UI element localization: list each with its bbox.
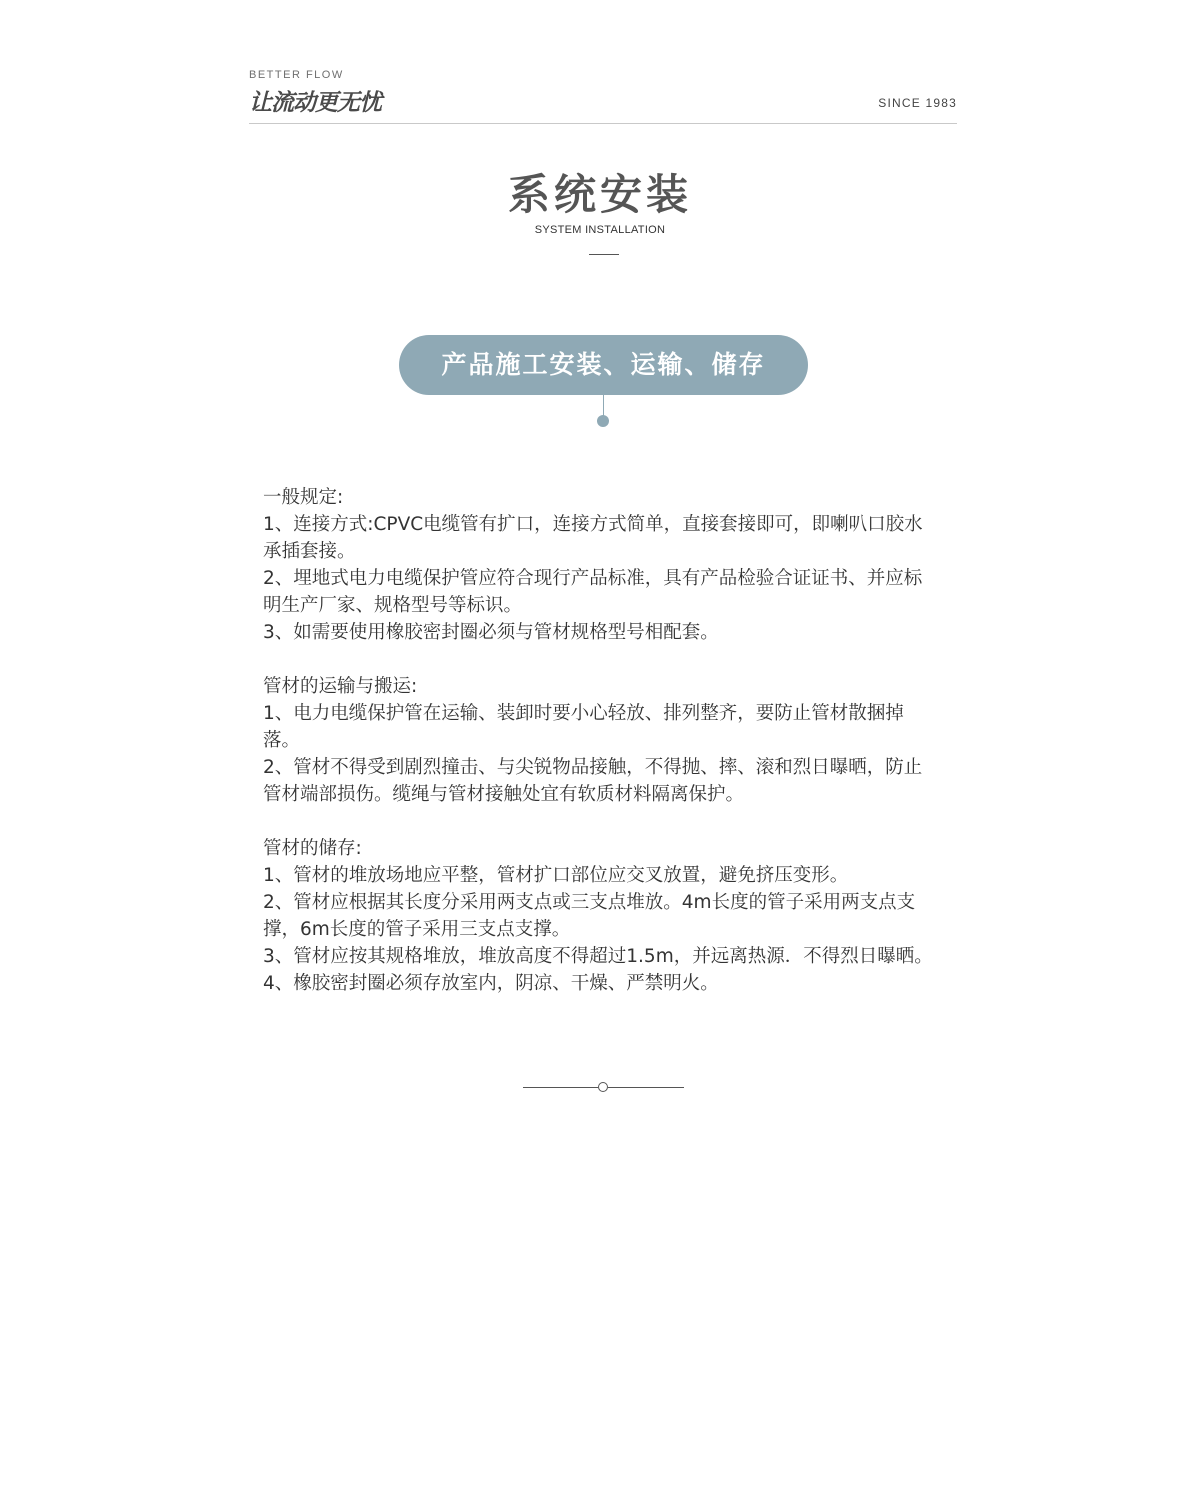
section-heading: 管材的运输与搬运: [263,676,418,697]
header [249,66,957,124]
content-body [263,484,933,1024]
list-item: 2、管材应根据其长度分采用两支点或三支点堆放。4m长度的管子采用两支点支撑，6m长度的管子采用三支点支撑。 [263,892,916,940]
footer-divider-right [608,1087,684,1088]
since-label: SINCE 1983 [878,96,957,110]
footer-divider-dot [598,1082,608,1092]
list-item: 1、管材的堆放场地应平整，管材扩口部位应交叉放置，避免挤压变形。 [263,865,849,886]
page-subtitle: SYSTEM INSTALLATION [534,224,666,236]
brand-tagline-en: BETTER FLOW [249,69,344,81]
list-item: 3、如需要使用橡胶密封圈必须与管材规格型号相配套。 [263,622,719,643]
list-item: 2、管材不得受到剧烈撞击、与尖锐物品接触，不得抛、摔、滚和烈日曝晒，防止管材端部损伤。缆绳与管材接触处宜有软质材料隔离保护。 [263,757,923,805]
banner-connector-dot [597,415,609,427]
section-heading: 一般规定: [263,487,344,508]
list-item: 1、电力电缆保护管在运输、装卸时要小心轻放、排列整齐，要防止管材散捆掉落。 [263,703,904,751]
page-title: 系统安装 [507,170,692,219]
list-item: 3、管材应按其规格堆放，堆放高度不得超过1.5m，并远离热源．不得烈日曝晒。 [263,946,933,967]
list-item: 1、连接方式:CPVC电缆管有扩口，连接方式简单，直接套接即可，即喇叭口胶水承插套接。 [263,514,923,562]
list-item: 2、埋地式电力电缆保护管应符合现行产品标准，具有产品检验合证证书、并应标明生产厂家、规格型号等标识。 [263,568,923,616]
brand-tagline-cn: 让流动更无忧 [249,90,381,116]
footer-divider-left [523,1087,598,1088]
list-item: 4、橡胶密封圈必须存放室内，阴凉、干燥、严禁明火。 [263,973,719,994]
section-general [263,484,933,646]
title-divider [589,254,619,255]
section-heading: 管材的储存: [263,838,362,859]
banner-connector-line [603,395,604,417]
section-banner: 产品施工安装、运输、储存 [399,335,808,395]
section-storage [263,835,933,997]
section-transport [263,673,933,808]
